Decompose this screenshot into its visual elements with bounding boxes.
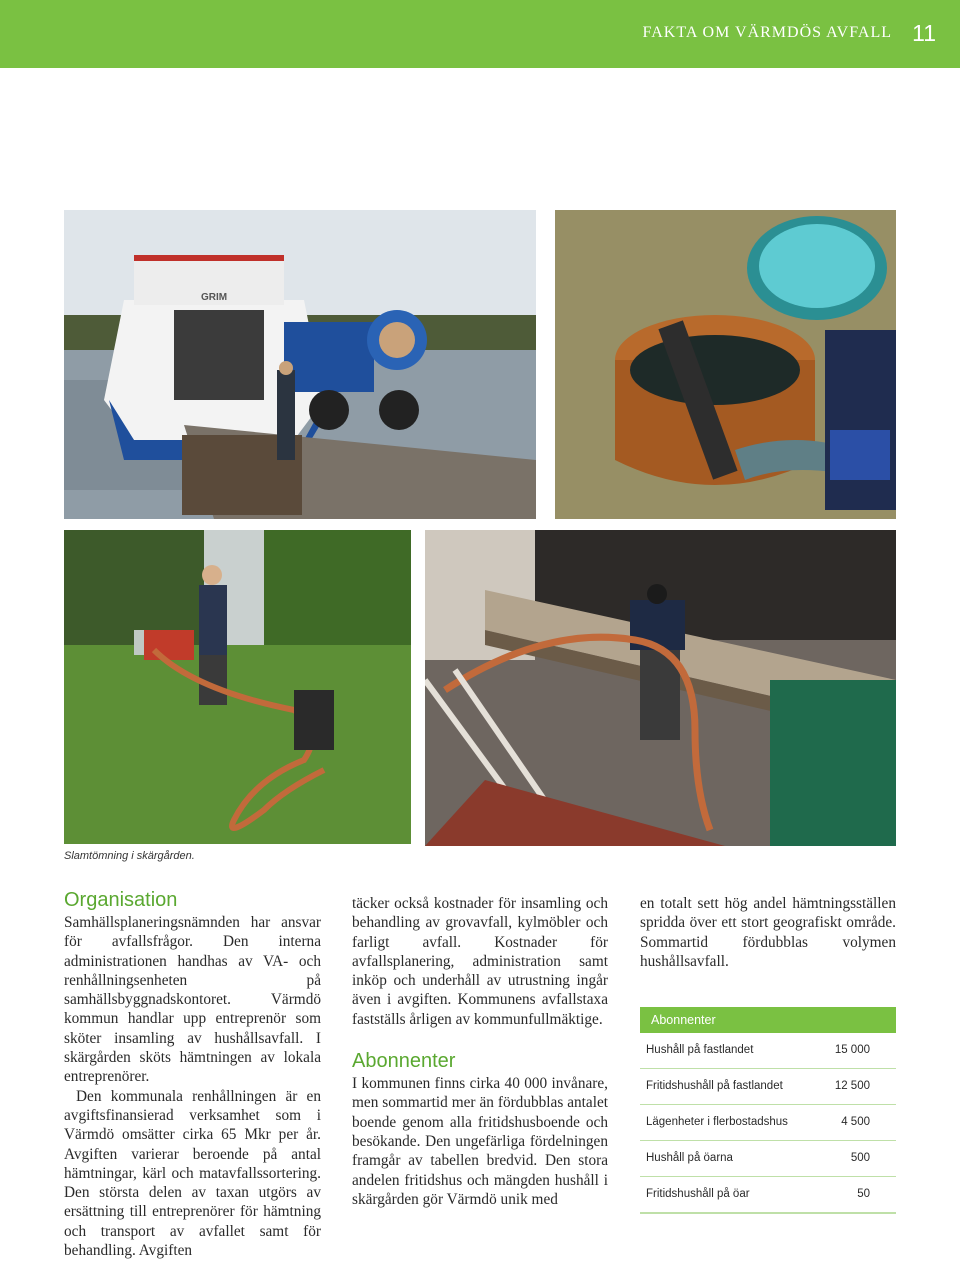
row-value: 50: [857, 1188, 870, 1200]
paragraph-volume: en totalt sett hög andel hämtningsställen spridda över ett stort geografiskt område. Sommartid fördubblas volymen hushållsavfall.: [640, 895, 896, 970]
row-value: 15 000: [834, 1044, 870, 1056]
table-title: Abonnenter: [640, 1007, 896, 1033]
row-label: Fritidshushåll på öar: [646, 1188, 750, 1200]
photo-septic-tank: [555, 210, 896, 519]
row-label: Lägenheter i flerbostadshus: [646, 1116, 788, 1128]
photo-caption: Slamtömning i skärgården.: [64, 850, 195, 862]
boat-name: GRIM: [201, 292, 228, 303]
photo-dock-hose: [425, 530, 896, 846]
heading-abonnenter: Abonnenter: [352, 1050, 456, 1073]
table-row: [640, 1033, 896, 1069]
table-row: [640, 1069, 896, 1105]
column-2: [352, 894, 608, 1209]
header-title: FAKTA OM VÄRMDÖS AVFALL: [642, 24, 892, 41]
column-1: [64, 888, 321, 1260]
table-row: [640, 1141, 896, 1177]
paragraph-abonnenter: I kommunen finns cirka 40 000 invånare, men sommartid mer än fördubblas antalet boende genom alla fritidshusboende och besökande. Den ungefärliga fördelningen framgår av tabellen bredvid. Den stora andelen fritidshus och mängden hushåll i skärgården gör Värmdö unik med: [352, 1075, 608, 1208]
paragraph-organisation-2: Den kommunala renhållningen är en avgiftsfinansierad verksamhet som i Värmdö omsätter cirka 65 Mkr per år. Avgiften varierar beroende på antal hämtningar, kärl och matavfallssortering. Den största delen av taxan utgörs av ersättning till entreprenörer för hämtning och transport av avfallet samt för behandling. Avgiften: [64, 1087, 321, 1260]
row-label: Hushåll på fastlandet: [646, 1044, 754, 1056]
column-3: [640, 894, 896, 971]
photo-garden-hose: [64, 530, 411, 844]
table-row: [640, 1177, 896, 1214]
row-value: 4 500: [841, 1116, 870, 1128]
row-value: 500: [850, 1152, 870, 1164]
table-row: [640, 1105, 896, 1141]
row-value: 12 500: [834, 1080, 870, 1092]
paragraph-organisation-1: Samhällsplaneringsnämnden har ansvar för avfallsfrågor. Den interna administrationen handhas av VA- och renhållningsenheten på samhällsbyggnadskontoret. Värmdö kommun handlar upp entreprenör som sköter insamling av hushållsavfall. I skärgården sköts hämtningen av lokala entreprenörer.: [64, 914, 321, 1086]
row-label: Hushåll på öarna: [646, 1152, 733, 1164]
photo-ferry: [64, 210, 536, 519]
abonnenter-table: [640, 1007, 896, 1214]
heading-organisation: Organisation: [64, 889, 178, 911]
row-label: Fritidshushåll på fastlandet: [646, 1080, 783, 1092]
page-header: [0, 0, 960, 68]
page-number: 11: [912, 20, 936, 46]
paragraph-costs: täcker också kostnader för insamling och behandling av grovavfall, kylmöbler och farligt avfall. Kostnader för avfallsplanering, administration samt inköp och underhåll av utrustning ingår även i avgiften. Kommunens avfallstaxa fastställs årligen av kommunfullmäktige.: [352, 895, 608, 1028]
